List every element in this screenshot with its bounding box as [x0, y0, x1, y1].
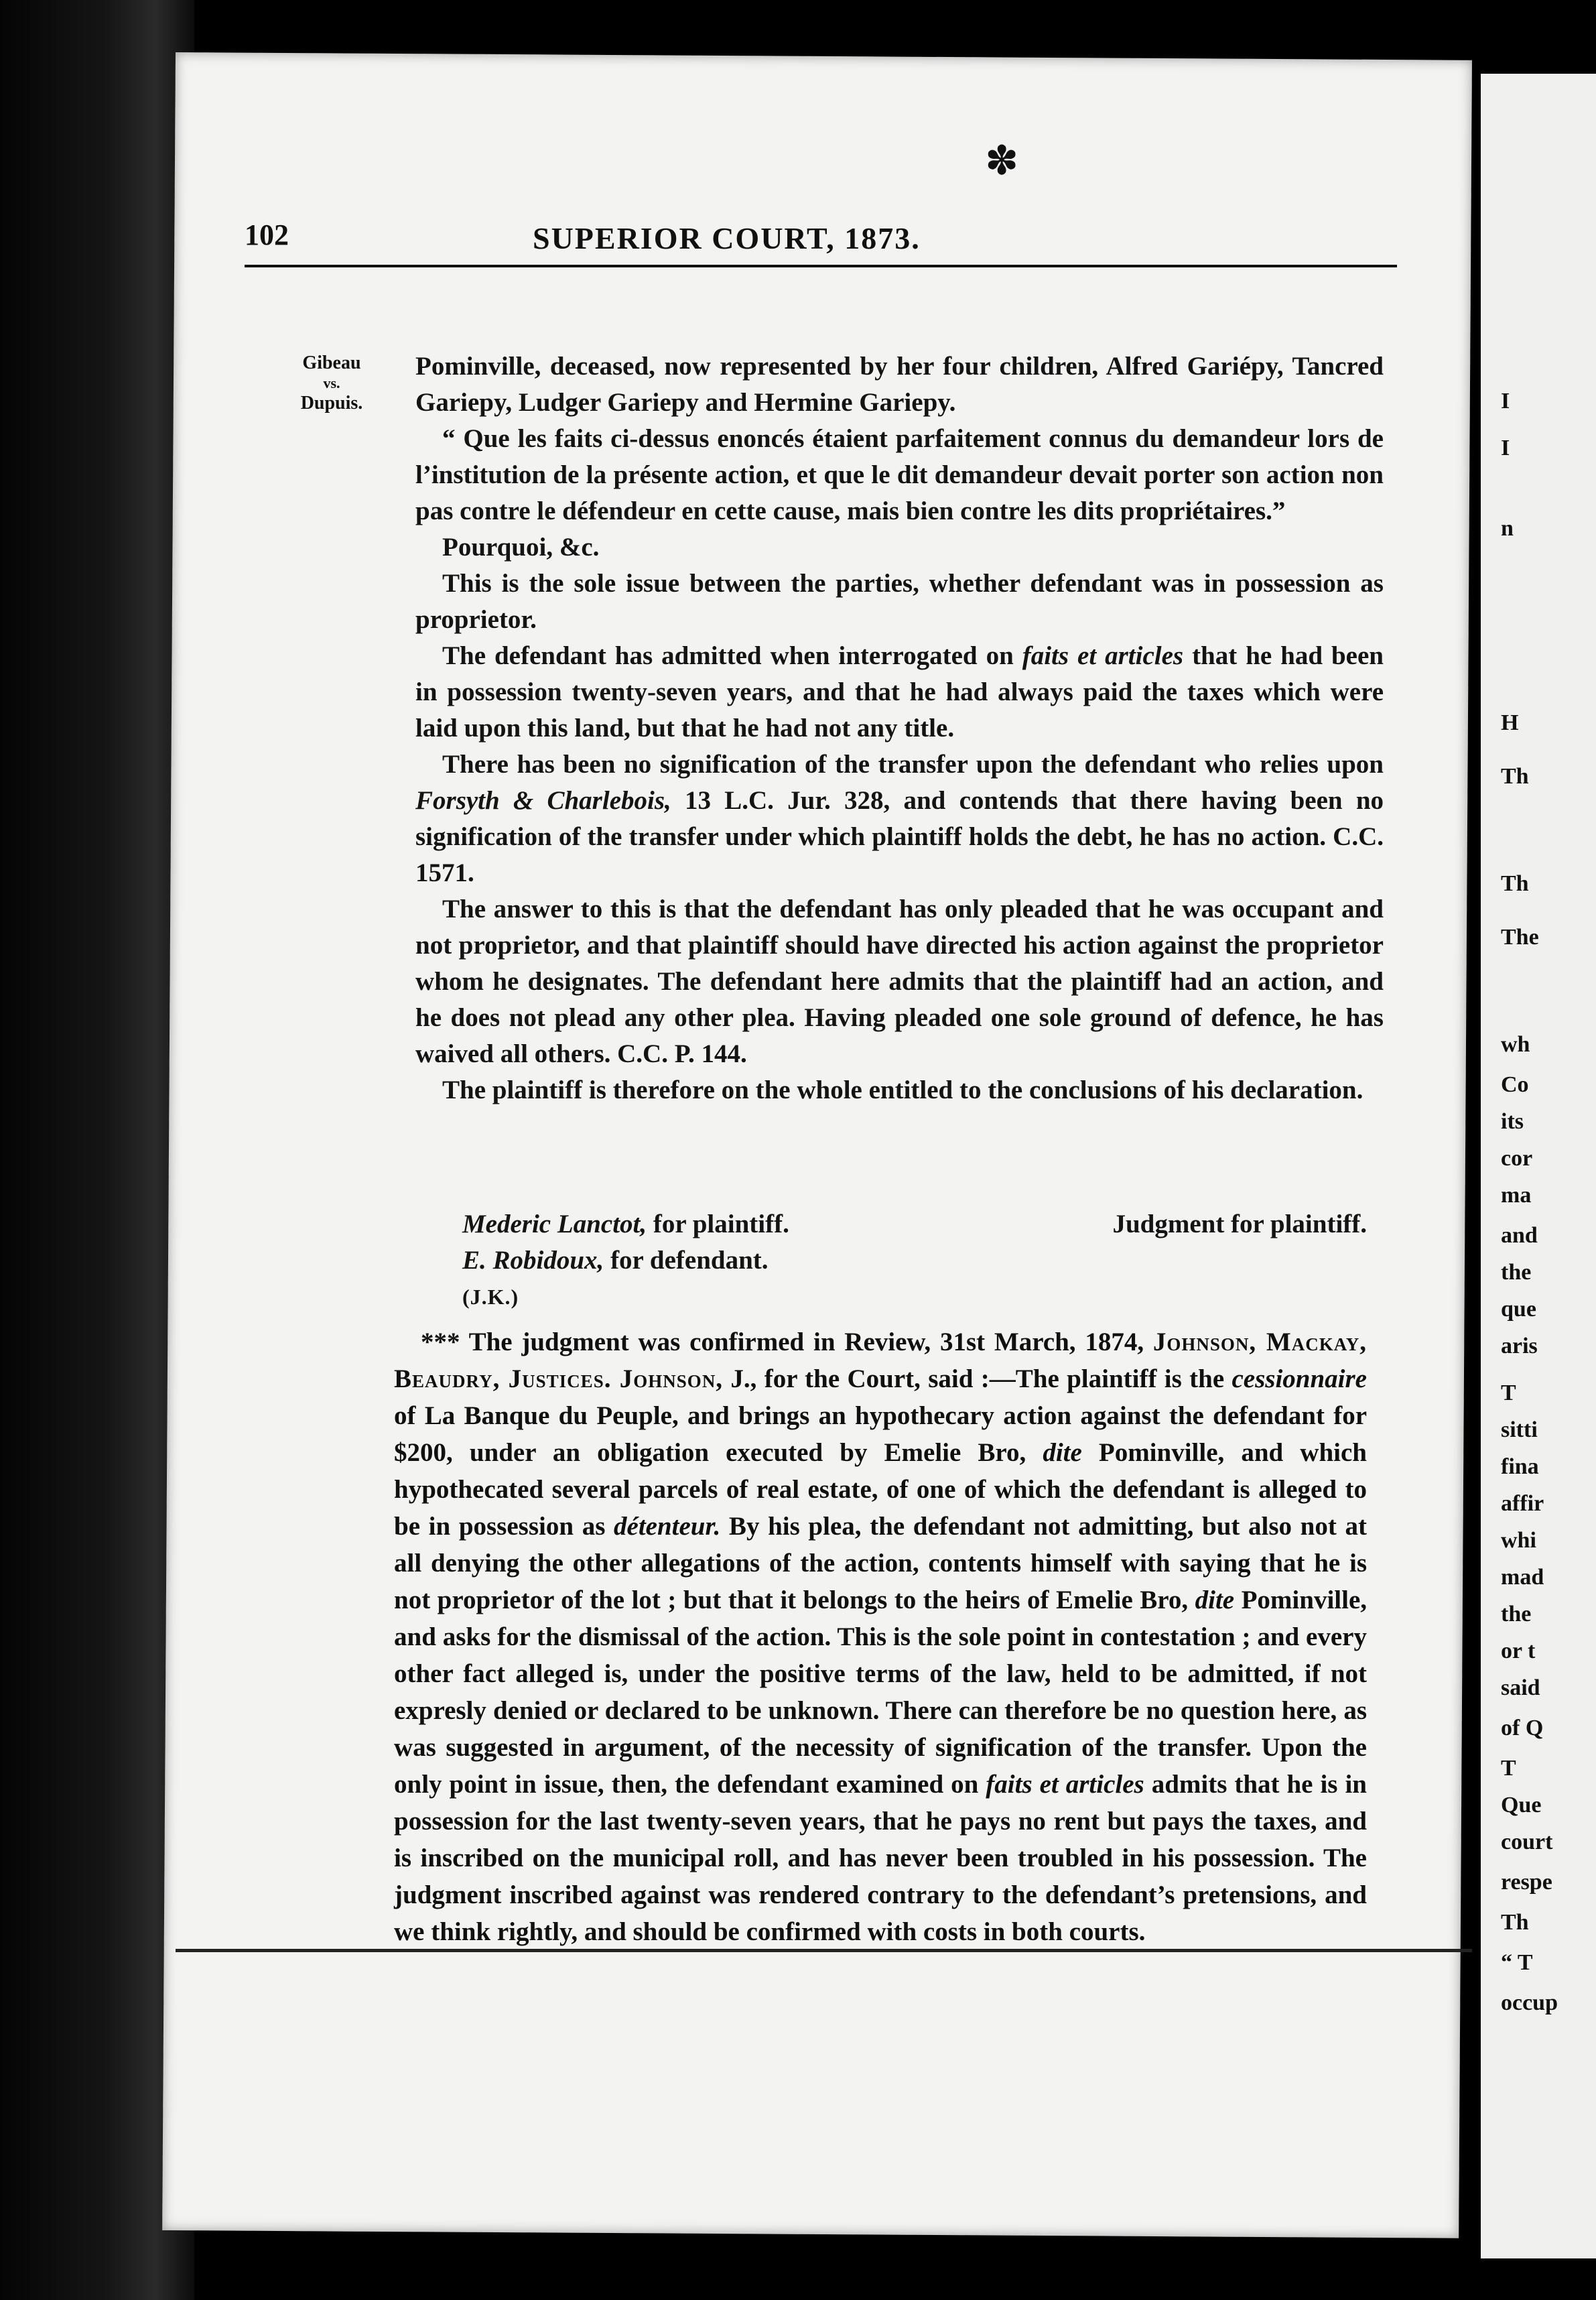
- case-margin-note: [288, 352, 375, 415]
- adjacent-page-fragment: I: [1501, 389, 1510, 413]
- italic-run: cessionnaire: [1232, 1364, 1367, 1393]
- judgment-result: Judgment for plaintiff.: [1112, 1210, 1367, 1238]
- adjacent-page-fragment: Th: [1501, 871, 1529, 896]
- adjacent-page-fragment: I: [1501, 436, 1510, 460]
- text-run: J., for the Court, said :—The plaintiff is the: [723, 1364, 1232, 1393]
- adjacent-page-fragment: Que: [1501, 1793, 1542, 1817]
- adjacent-page-fragment: respe: [1501, 1870, 1552, 1895]
- text-run: admits that he is in possession for the last twenty-seven years, that he pays no rent but pays the taxes, and is inscribed on the municipal roll, and has never been troubled in his possession. The judgment inscribed against was rendered contrary to the defendant’s pretensions, and we think rightly, and should be confirmed with costs in both courts.: [394, 1770, 1367, 1946]
- adjacent-page-fragment: occup: [1501, 1990, 1558, 2015]
- counsel-name: Mederic Lanctot,: [462, 1210, 647, 1238]
- adjacent-page-fragment: T: [1501, 1381, 1516, 1405]
- paragraph: Pominville, deceased, now represented by her four children, Alfred Gariépy, Tancred Gariepy, Ludger Gariepy and Hermine Gariepy.: [415, 352, 1384, 417]
- text-run: The defendant has admitted when interrogated on: [442, 641, 1022, 670]
- paragraph: The answer to this is that the defendant has only pleaded that he was occupant and not proprietor, and that plaintiff should have directed his action against the proprietor whom he designates. The defendant here admits that the plaintiff had an action, and he does not plead any other plea. Having pleaded one sole ground of defence, he has waived all others. C.C. P. 144.: [415, 895, 1384, 1068]
- text-run: Pominville, and asks for the dismissal of the action. This is the sole point in contestation ; and every other fact alleged is, under the positive terms of the law, held to be admitted, if not expresly denied or declared to be unknown. There can therefore be no question here, as was suggested in argument, of the necessity of signification of the transfer. Upon the only point in issue, then, the defendant examined on: [394, 1586, 1368, 1799]
- ink-blot: ✽: [985, 139, 1019, 183]
- text-run: There has been no signification of the transfer upon the defendant who relies upon: [442, 750, 1384, 779]
- adjacent-page-fragment: the: [1501, 1602, 1532, 1626]
- scan-artifact-line: [176, 1949, 1472, 1952]
- counsel-name: E. Robidoux,: [462, 1246, 604, 1275]
- adjacent-page-fragment: Th: [1501, 1910, 1529, 1935]
- adjacent-page-fragment: T: [1501, 1756, 1516, 1781]
- note-paragraph: [394, 1324, 1367, 1950]
- adjacent-page-fragment: mad: [1501, 1565, 1544, 1590]
- adjacent-page-fragment: whi: [1501, 1528, 1536, 1553]
- paragraph: This is the sole issue between the parties, whether defendant was in possession as proprietor.: [415, 569, 1384, 634]
- italic-run: détenteur.: [614, 1512, 721, 1541]
- adjacent-page-fragment: or t: [1501, 1639, 1536, 1663]
- counsel-block: [462, 1206, 1367, 1315]
- text-run: of La Banque du Peuple, and brings an hypothecary action against the defendant for $200, under an obligation executed by Emelie Bro,: [394, 1401, 1367, 1467]
- counsel-role: for plaintiff.: [647, 1210, 789, 1238]
- italic-run: dite: [1043, 1438, 1082, 1467]
- margin-defendant: Dupuis.: [300, 392, 363, 413]
- review-note: [394, 1324, 1367, 1950]
- italic-run: faits et articles: [986, 1770, 1144, 1799]
- text-run: *** The judgment was confirmed in Review, 31st March, 1874,: [421, 1328, 1153, 1356]
- adjacent-page-fragment: Th: [1501, 764, 1529, 789]
- adjacent-page-fragment: said: [1501, 1675, 1540, 1700]
- running-title: SUPERIOR COURT, 1873.: [533, 221, 921, 255]
- adjacent-page-fragment: and: [1501, 1223, 1538, 1248]
- adjacent-page-fragment: cor: [1501, 1146, 1533, 1171]
- margin-plaintiff: Gibeau: [302, 353, 361, 373]
- page-header: [245, 218, 1397, 267]
- text-run: 13 L.C. Jur. 328, and contends that there having been no signification of the transfer under which plaintiff holds the debt, he has no action. C.C. 1571.: [415, 786, 1384, 887]
- text-run: that he had been in possession twenty-seven years, and that he had always paid the taxes which were laid upon this land, but that he had not any title.: [415, 641, 1384, 743]
- defendant-counsel: [462, 1242, 1367, 1279]
- paragraph: Pourquoi, &c.: [442, 533, 600, 562]
- adjacent-page-fragment: its: [1501, 1109, 1524, 1134]
- paragraph: [415, 638, 1384, 747]
- adjacent-page-fragment: affir: [1501, 1491, 1544, 1516]
- reporter-initials: (J.K.): [462, 1285, 519, 1309]
- adjacent-page-fragment: the: [1501, 1260, 1532, 1285]
- counsel-role: for defendant.: [604, 1246, 769, 1275]
- adjacent-page-fragment: H: [1501, 710, 1519, 735]
- adjacent-page-fragment: n: [1501, 516, 1514, 541]
- italic-run: Forsyth & Charlebois,: [415, 786, 671, 815]
- text-run: By his plea, the defendant not admitting, but also not at all denying the other allegations of the action, contents himself with saying that he is not proprietor of the lot ; but that it belongs to the heirs of Emelie Bro,: [394, 1512, 1367, 1614]
- text-run: Pominville, and which hypothecated several parcels of real estate, of one of which the defendant is alleged to be in possession as: [394, 1438, 1367, 1541]
- adjacent-page-edge: [1481, 74, 1596, 2258]
- adjacent-page-fragment: que: [1501, 1297, 1536, 1322]
- paragraph: [415, 747, 1384, 891]
- adjacent-page-fragment: sitti: [1501, 1417, 1538, 1442]
- adjacent-page-fragment: wh: [1501, 1032, 1530, 1057]
- paragraph: The plaintiff is therefore on the whole entitled to the conclusions of his declaration.: [442, 1076, 1364, 1104]
- adjacent-page-fragment: of Q: [1501, 1716, 1544, 1740]
- paragraph-french-quote: “ Que les faits ci-dessus enoncés étaient parfaitement connus du demandeur lors de l’institution de la présente action, et que le dit demandeur devait porter son action non pas contre le défendeur en cette cause, mais bien contre les dits propriétaires.”: [415, 424, 1384, 525]
- adjacent-page-fragment: aris: [1501, 1334, 1538, 1358]
- adjacent-page-fragment: The: [1501, 925, 1539, 950]
- page-number: 102: [245, 218, 289, 251]
- adjacent-page-fragment: court: [1501, 1830, 1553, 1854]
- margin-versus: vs.: [323, 374, 340, 391]
- body-text: [415, 348, 1384, 1108]
- small-caps-run: Johnson, Mackay, Beaudry, Justices. Johnson,: [394, 1328, 1367, 1393]
- italic-run: faits et articles: [1022, 641, 1184, 670]
- adjacent-page-fragment: “ T: [1501, 1950, 1533, 1975]
- italic-run: dite: [1195, 1586, 1235, 1614]
- adjacent-page-fragment: Co: [1501, 1072, 1529, 1097]
- adjacent-page-fragment: ma: [1501, 1183, 1532, 1208]
- adjacent-page-fragment: fina: [1501, 1454, 1539, 1479]
